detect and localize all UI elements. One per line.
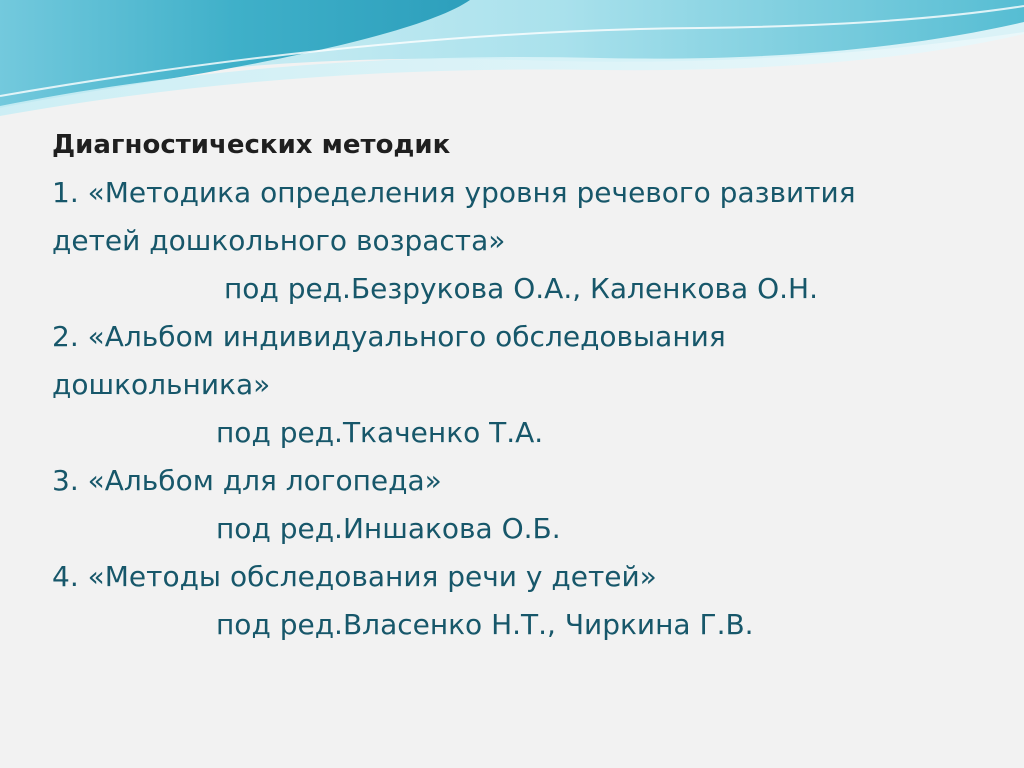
- method-1-editor: под ред.Безрукова О.А., Каленкова О.Н.: [224, 272, 818, 305]
- method-1-title-line-2: детей дошкольного возраста»: [52, 224, 506, 257]
- method-3-editor: под ред.Иншакова О.Б.: [216, 512, 561, 545]
- method-1-title-line-1: 1. «Методика определения уровня речевого развития: [52, 176, 856, 209]
- method-2-title-line-2: дошкольника»: [52, 368, 271, 401]
- method-4-editor: под ред.Власенко Н.Т., Чиркина Г.В.: [216, 608, 754, 641]
- slide-content: [52, 121, 1002, 649]
- method-2-editor: под ред.Ткаченко Т.А.: [216, 416, 544, 449]
- method-4-title: 4. «Методы обследования речи у детей»: [52, 560, 657, 593]
- method-2-title-line-1: 2. «Альбом индивидуального обследовыания: [52, 320, 726, 353]
- method-3-title: 3. «Альбом для логопеда»: [52, 464, 442, 497]
- decorative-wave-banner: [0, 0, 1024, 130]
- slide-title: Диагностических методик: [52, 130, 451, 160]
